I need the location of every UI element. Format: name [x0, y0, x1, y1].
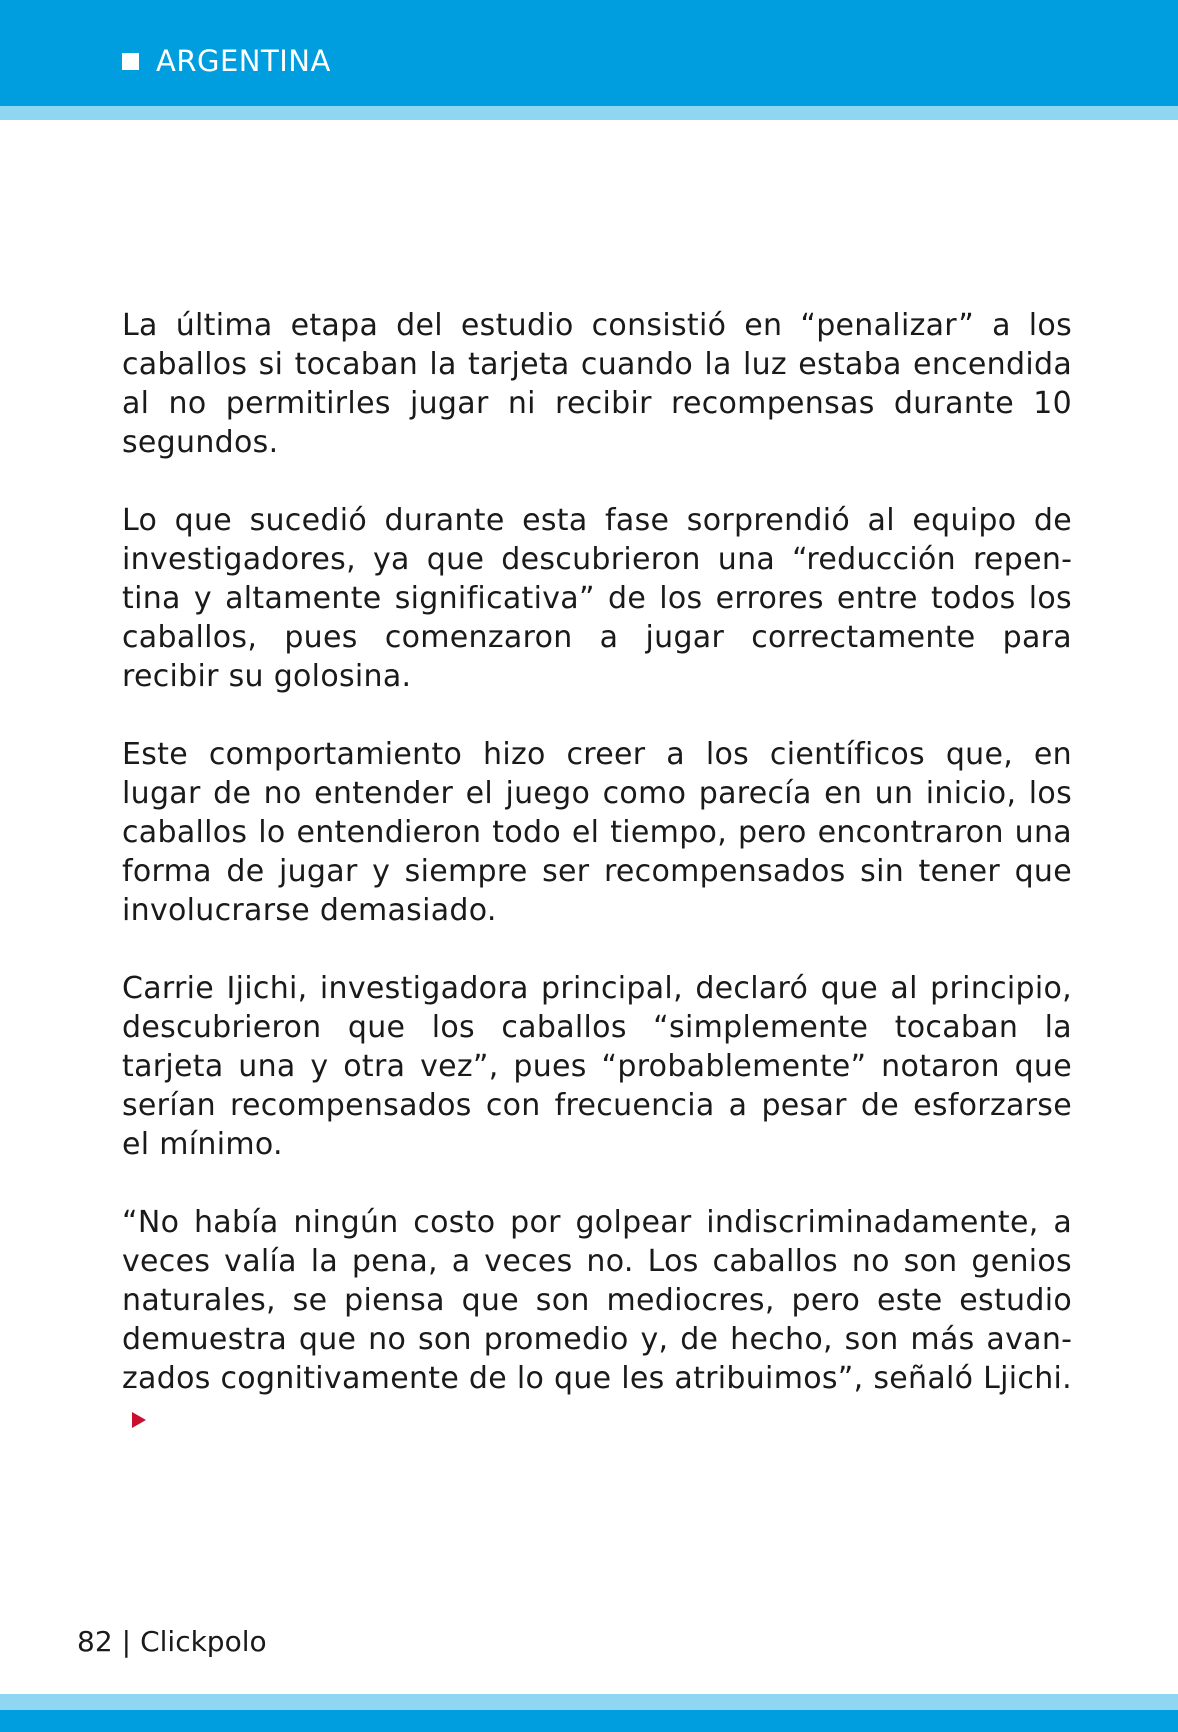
paragraph-4: Carrie Ijichi, investigadora principal, declaró que al principio, descubrieron que los caballos “simplemente tocaban la tarjeta una y otra vez”, pues “probablemente” notaron que serían recompensados con frecuencia a pesar de esforzarse el mínimo. [122, 971, 1072, 1162]
header-accent-stripe [0, 106, 1178, 120]
publication-name: Clickpolo [140, 1625, 267, 1658]
square-bullet-icon [122, 53, 139, 70]
paragraph-1: La última etapa del estudio consistió en “penalizar” a los caballos si tocaban la tarjeta cuando la luz estaba encendida al no permitirles jugar ni recibir recompensas durante 10 segundos. [122, 308, 1072, 460]
triangle-end-mark-icon [132, 1412, 146, 1428]
page-footer [77, 1625, 267, 1658]
paragraph-2: Lo que sucedió durante esta fase sorprendió al equipo de investigadores, ya que descubrieron una “reducción repentina y altamente significativa” de los errores entre todos los caballos, pues comenzaron a jugar correctamente para recibir su golosina. [122, 503, 1072, 694]
footer-accent-stripe [0, 1694, 1178, 1710]
footer-separator: | [121, 1625, 132, 1658]
footer-bar [0, 1710, 1178, 1732]
article-body [122, 306, 1072, 1437]
paragraph-3: Este comportamiento hizo creer a los científicos que, en lugar de no entender el juego como parecía en un inicio, los caballos lo entendieron todo el tiempo, pero encontraron una forma de jugar y siempre ser recompensados sin tener que involucrarse demasiado. [122, 737, 1072, 928]
page-number: 82 [77, 1625, 113, 1658]
section-header [122, 44, 331, 78]
paragraph-5-text: “No había ningún costo por golpear indiscriminadamente, a veces valía la pena, a veces no. Los caballos no son genios naturales, se piensa que son mediocres, pero este estudio demuestra que no son promedio y, de hecho, son más avanzados cognitivamente de lo que les atribuimos”, señaló Ljichi. [122, 1205, 1072, 1396]
section-title: ARGENTINA [156, 44, 331, 78]
paragraph-5 [122, 1203, 1072, 1437]
